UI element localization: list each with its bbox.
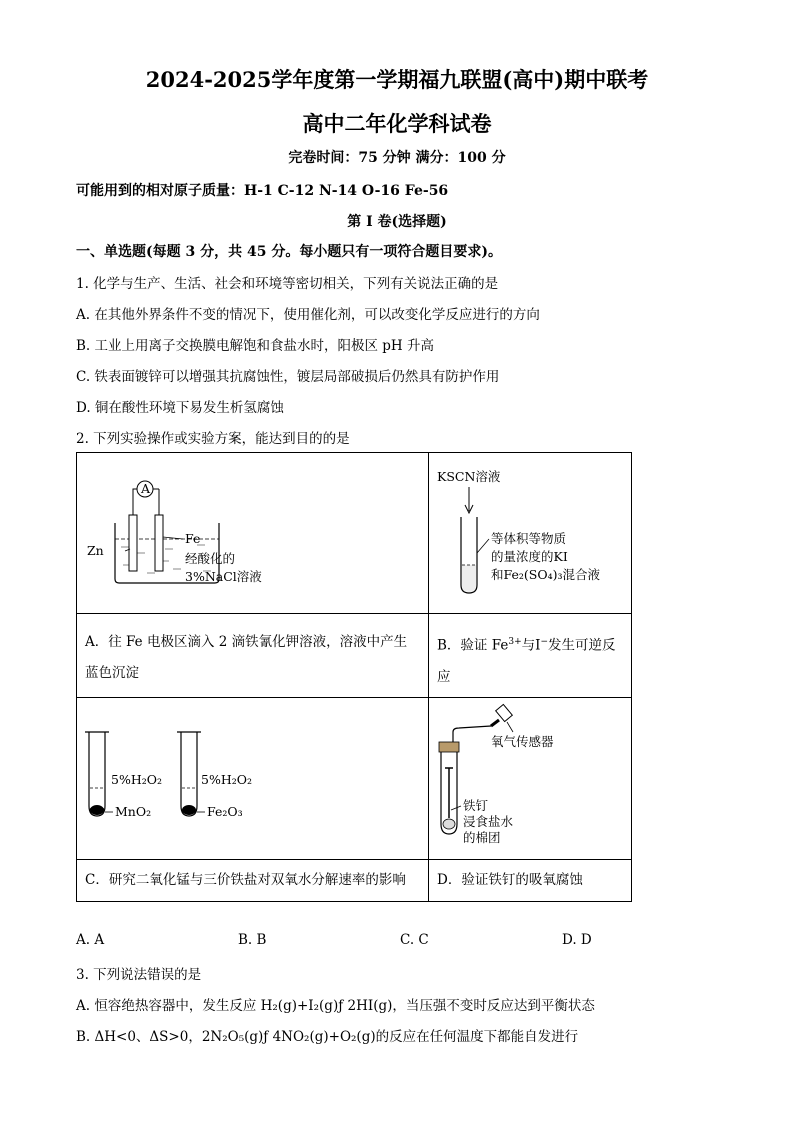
mixture-label-3: 和Fe₂(SO₄)₃混合液 bbox=[491, 567, 600, 582]
test-tubes-figure-c bbox=[77, 698, 428, 855]
atomic-masses: 可能用到的相对原子质量：H-1 C-12 N-14 O-16 Fe-56 bbox=[76, 183, 449, 199]
figure-c-cell bbox=[77, 698, 429, 860]
q1-option-b: B. 工业上用离子交换膜电解饱和食盐水时，阳极区 pH 升高 bbox=[76, 338, 434, 354]
solution-label-1: 经酸化的 bbox=[185, 551, 236, 566]
q2-answer-b: B. B bbox=[238, 932, 267, 948]
nail-label: 铁钉 bbox=[463, 798, 489, 813]
zn-label: Zn bbox=[87, 543, 104, 558]
q2-option-table bbox=[76, 452, 632, 902]
time-score: 完卷时间：75 分钟 满分：100 分 bbox=[288, 150, 506, 166]
q1-option-d: D. 铜在酸性环境下易发生析氢腐蚀 bbox=[76, 400, 284, 416]
q2-stem: 2. 下列实验操作或实验方案，能达到目的的是 bbox=[76, 431, 350, 447]
caption-d-cell bbox=[429, 860, 632, 902]
caption-b: B．验证 $Fe^{3+}$与I−发生可逆反应 bbox=[437, 637, 616, 685]
caption-b-cell bbox=[429, 614, 632, 698]
stopper-icon bbox=[439, 742, 459, 752]
oxygen-sensor-figure bbox=[429, 698, 631, 855]
h2o2-label-2: 5%H₂O₂ bbox=[201, 772, 253, 787]
section-heading: 一、单选题(每题 3 分，共 45 分。每小题只有一项符合题目要求)。 bbox=[76, 244, 502, 260]
exam-subtitle: 高中二年化学科试卷 bbox=[302, 111, 492, 136]
q3-stem: 3. 下列说法错误的是 bbox=[76, 967, 202, 983]
cotton-label-2: 的棉团 bbox=[463, 830, 501, 845]
figure-d-cell bbox=[429, 698, 632, 860]
caption-a-cell bbox=[77, 614, 429, 698]
mixture-label-2: 的量浓度的KI bbox=[491, 549, 568, 564]
figure-a-cell bbox=[77, 453, 429, 614]
ammeter-label: A bbox=[141, 481, 151, 496]
q2-answer-a: A. A bbox=[76, 932, 105, 948]
caption-c: C．研究二氧化锰与三价铁盐对双氧水分解速率的影响 bbox=[85, 872, 406, 888]
q1-option-c: C. 铁表面镀锌可以增强其抗腐蚀性，镀层局部破损后仍然具有防护作用 bbox=[76, 369, 500, 385]
q1-stem: 1. 化学与生产、生活、社会和环境等密切相关，下列有关说法正确的是 bbox=[76, 276, 499, 292]
q2-answer-c: C. C bbox=[400, 932, 429, 948]
h2o2-label-1: 5%H₂O₂ bbox=[111, 772, 163, 787]
kscn-label: KSCN溶液 bbox=[437, 469, 501, 484]
fe-label: Fe bbox=[185, 531, 201, 546]
q1-option-a: A. 在其他外界条件不变的情况下，使用催化剂，可以改变化学反应进行的方向 bbox=[76, 307, 540, 323]
caption-a: A．往 Fe 电极区滴入 2 滴铁氰化钾溶液，溶液中产生蓝色沉淀 bbox=[85, 634, 408, 681]
fe2o3-label: Fe₂O₃ bbox=[207, 804, 243, 819]
volume-heading: 第 I 卷(选择题) bbox=[347, 214, 447, 230]
q3-option-b: B. ΔH<0、ΔS>0，2N₂O₅(g)ƒ 4NO₂(g)+O₂(g)的反应在任何温度下都能自发进行 bbox=[76, 1029, 579, 1045]
galvanic-cell-figure bbox=[77, 453, 428, 609]
figure-b-cell bbox=[429, 453, 632, 614]
sensor-label: 氧气传感器 bbox=[491, 734, 554, 749]
mno2-label: MnO₂ bbox=[115, 804, 152, 819]
q2-answer-d: D. D bbox=[562, 932, 592, 948]
exam-title: 2024-2025学年度第一学期福九联盟(高中)期中联考 bbox=[145, 67, 649, 92]
cotton-icon bbox=[443, 819, 455, 829]
mixture-label-1: 等体积等物质 bbox=[491, 531, 567, 546]
cotton-label-1: 浸食盐水 bbox=[463, 814, 514, 829]
caption-c-cell bbox=[77, 860, 429, 902]
solution-label-2: 3%NaCl溶液 bbox=[185, 569, 262, 584]
caption-d: D．验证铁钉的吸氧腐蚀 bbox=[437, 872, 583, 888]
test-tube-figure-b bbox=[429, 453, 631, 609]
q3-option-a: A. 恒容绝热容器中，发生反应 H₂(g)+I₂(g)ƒ 2HI(g)，当压强不变时反应达到平衡状态 bbox=[76, 998, 595, 1014]
